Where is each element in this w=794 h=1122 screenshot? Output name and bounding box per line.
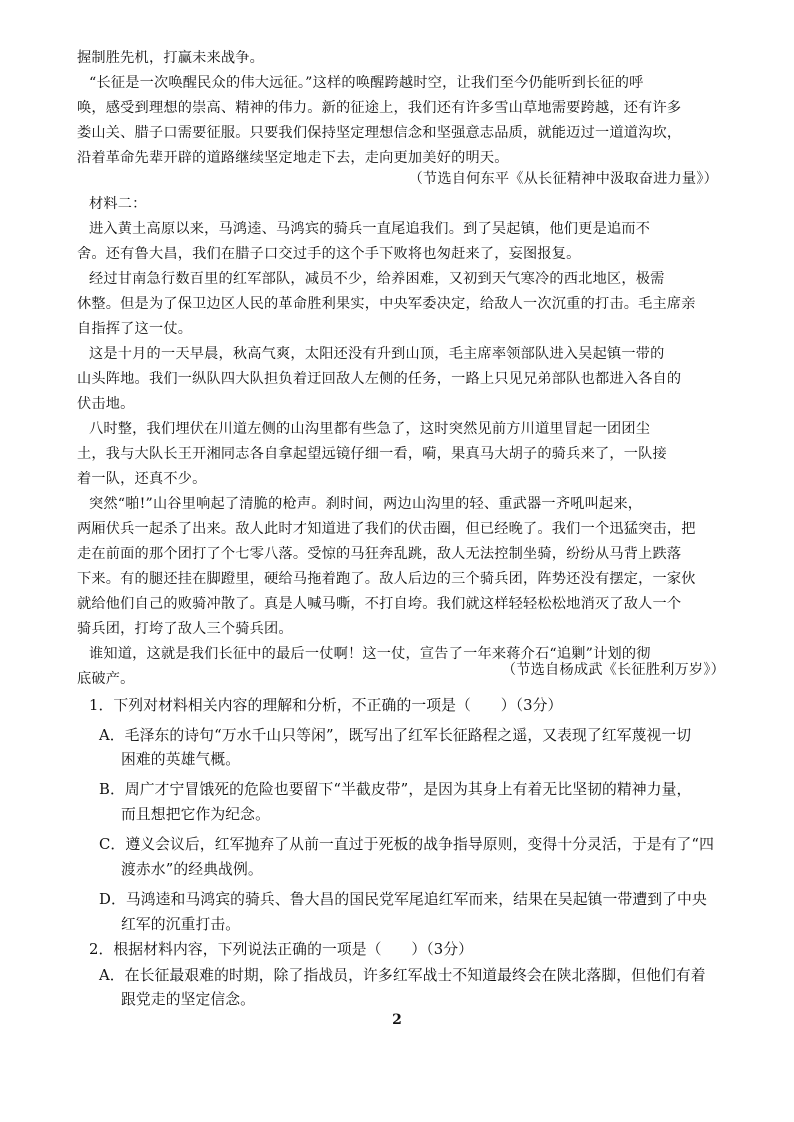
q1-option-b-line-1: B．周广才宁冒饿死的危险也要留下“半截皮带”，是因为其身上有着无比坚韧的精神力量，: [99, 781, 692, 798]
m2-p2-line-1: 经过甘南急行数百里的红军部队，减员不少，给养困难，又初到天气寒冷的西北地区，极需: [89, 271, 665, 287]
m2-p2-line-3: 自指挥了这一仗。: [77, 321, 193, 337]
material1-line-1: 握制胜先机，打赢未来战争。: [77, 50, 265, 66]
m2-p5-line-3: 走在前面的那个团打了个七零八落。受惊的马狂奔乱跳，敌人无法控制坐骑，纷纷从马背上跌落: [77, 546, 682, 562]
q1-option-d-line-2: 红军的沉重打击。: [121, 916, 241, 933]
m2-p4-line-1: 八时整，我们埋伏在川道左侧的山沟里都有些急了，这时突然见前方川道里冒起一团团尘: [89, 421, 651, 437]
m2-p5-line-6: 骑兵团，打垮了敌人三个骑兵团。: [77, 621, 293, 637]
m2-p1-line-1: 进入黄土高原以来，马鸿逵、马鸿宾的骑兵一直尾追我们。到了吴起镇，他们更是追而不: [89, 221, 651, 237]
q1-option-c-line-2: 渡赤水”的经典战例。: [121, 861, 263, 878]
q1-option-d-line-1: D．马鸿逵和马鸿宾的骑兵、鲁大昌的国民党军尾追红军而来，结果在吴起镇一带遭到了中央: [99, 891, 707, 908]
m2-p6-line-1: 谁知道，这就是我们长征中的最后一仗啊！这一仗，宣告了一年来蒋介石“追剿”计划的彻: [89, 646, 651, 662]
material1-line-4: 娄山关、腊子口需要征服。只要我们保持坚定理想信念和坚强意志品质，就能迈过一道道沟坎，: [77, 125, 682, 141]
material1-line-5: 沿着革命先辈开辟的道路继续坚定地走下去，走向更加美好的明天。: [77, 150, 509, 166]
m2-p5-line-5: 就给他们自己的败骑冲散了。真是人喊马嘶，不打自垮。我们就这样轻轻松松地消灭了敌人一个: [77, 596, 682, 612]
m2-p6-line-2: 底破产。: [77, 671, 135, 687]
material2-source: （节选自杨成武《长征胜利万岁》）: [501, 662, 725, 678]
m2-p3-line-3: 伏击地。: [77, 396, 135, 412]
page-number: 2: [392, 1012, 402, 1028]
q2-option-a-line-2: 跟党走的坚定信念。: [121, 991, 256, 1008]
q1-option-b-line-2: 而且想把它作为纪念。: [121, 806, 270, 823]
m2-p1-line-2: 舍。还有鲁大昌，我们在腊子口交过手的这个手下败将也匆赶来了，妄图报复。: [77, 246, 581, 262]
question-1-stem: 1．下列对材料相关内容的理解和分析，不正确的一项是（ ）（3分）: [89, 697, 563, 714]
m2-p5-line-4: 下来。有的腿还挂在脚蹬里，硬给马拖着跑了。敌人后边的三个骑兵团，阵势还没有摆定，一家伙: [77, 571, 696, 587]
material1-line-2: “长征是一次唤醒民众的伟大远征。”这样的唤醒跨越时空，让我们至今仍能听到长征的呼: [89, 75, 644, 91]
m2-p3-line-1: 这是十月的一天早晨，秋高气爽，太阳还没有升到山顶，毛主席率领部队进入吴起镇一带的: [89, 346, 665, 362]
m2-p4-line-3: 着一队，还真不少。: [77, 471, 207, 487]
q2-option-a-line-1: A．在长征最艰难的时期，除了指战员，许多红军战士不知道最终会在陕北落脚，但他们有着: [99, 967, 706, 984]
question-2-stem: 2．根据材料内容，下列说法正确的一项是（ ）（3分）: [89, 941, 474, 958]
m2-p5-line-2: 两厢伏兵一起杀了出来。敌人此时才知道进了我们的伏击圈，但已经晚了。我们一个迅猛突击，把: [77, 521, 696, 537]
material1-line-3: 唤，感受到理想的崇高、精神的伟力。新的征途上，我们还有许多雪山草地需要跨越，还有许多: [77, 100, 682, 116]
q1-option-a-line-1: A．毛泽东的诗句“万水千山只等闲”，既写出了红军长征路程之遥，又表现了红军蔑视一切: [99, 727, 692, 744]
m2-p3-line-2: 山头阵地。我们一纵队四大队担负着迂回敌人左侧的任务，一路上只见兄弟部队也都进入各自的: [77, 371, 682, 387]
m2-p2-line-2: 休整。但是为了保卫边区人民的革命胜利果实，中央军委决定，给敌人一次沉重的打击。毛主席亲: [77, 296, 696, 312]
material2-heading: 材料二：: [89, 196, 147, 212]
m2-p4-line-2: 土，我与大队长王开湘同志各自拿起望远镜仔细一看，嗬，果真马大胡子的骑兵来了，一队接: [77, 446, 667, 462]
q1-option-c-line-1: C．遵义会议后，红军抛弃了从前一直过于死板的战争指导原则，变得十分灵活，于是有了“四: [99, 836, 714, 853]
q1-option-a-line-2: 困难的英雄气概。: [121, 751, 241, 768]
material1-source: （节选自何东平《从长征精神中汲取奋进力量》）: [408, 171, 718, 187]
m2-p5-line-1: 突然“啪!”山谷里响起了清脆的枪声。刹时间，两边山沟里的轻、重武器一齐吼叫起来，: [89, 496, 643, 512]
